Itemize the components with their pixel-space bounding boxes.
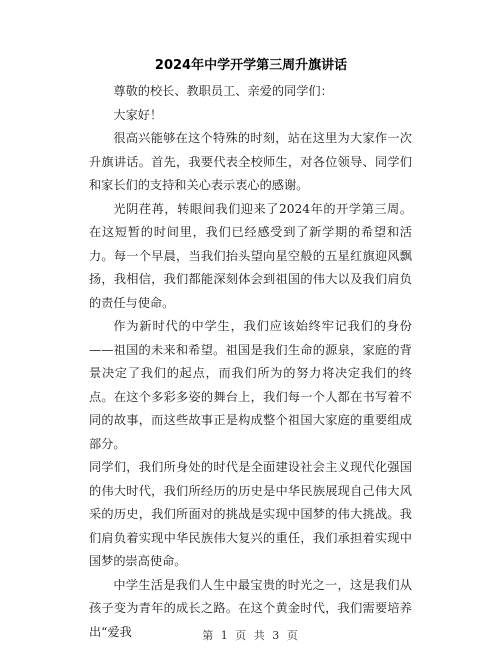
document-body [89, 80, 412, 644]
paragraph: 同学们，我们所身处的时代是全面建设社会主义现代化强国的伟大时代，我们所经历的历史是中华民族展现自己伟大风采的历史，我们所面对的挑战是实现中国梦的伟大挑战。我们肩负着实现中华民族伟大复兴的重任，我们承担着实现中国梦的崇高使命。 [89, 460, 412, 568]
paragraph: 很高兴能够在这个特殊的时刻，站在这里为大家作一次升旗讲话。首先，我要代表全校师生，对各位领导、同学们和家长们的支持和关心表示衷心的感谢。 [89, 131, 412, 192]
paragraph: 中学生活是我们人生中最宝贵的时光之一，这是我们从孩子变为青年的成长之路。在这个黄金时代，我们需要培养出“爱我 [89, 577, 412, 639]
document-title: 2024年中学开学第三周升旗讲话 [154, 58, 348, 73]
paragraph: 光阴荏苒，转眼间我们迎来了2024年的开学第三周。在这短暂的时间里，我们已经感受到了新学期的希望和活力。每一个早晨，当我们抬头望向星空般的五星红旗迎风飘扬，我相信，我们都能深刻体会到祖国的伟大以及我们肩负的责任与使命。 [89, 201, 412, 310]
paragraph: 作为新时代的中学生，我们应该始终牢记我们的身份——祖国的未来和希望。祖国是我们生命的源泉，家庭的背景决定了我们的起点，而我们所为的努力将决定我们的终点。在这个多彩多姿的舞台上，我们每一个人都在书写着不同的故事，而这些故事正是构成整个祖国大家庭的重要组成部分。 [89, 319, 412, 451]
salutation: 尊敬的校长、教职员工、亲爱的同学们： [113, 84, 333, 98]
greeting: 大家好！ [113, 107, 163, 122]
page-number: 第 1 页 共 3 页 [202, 629, 300, 642]
